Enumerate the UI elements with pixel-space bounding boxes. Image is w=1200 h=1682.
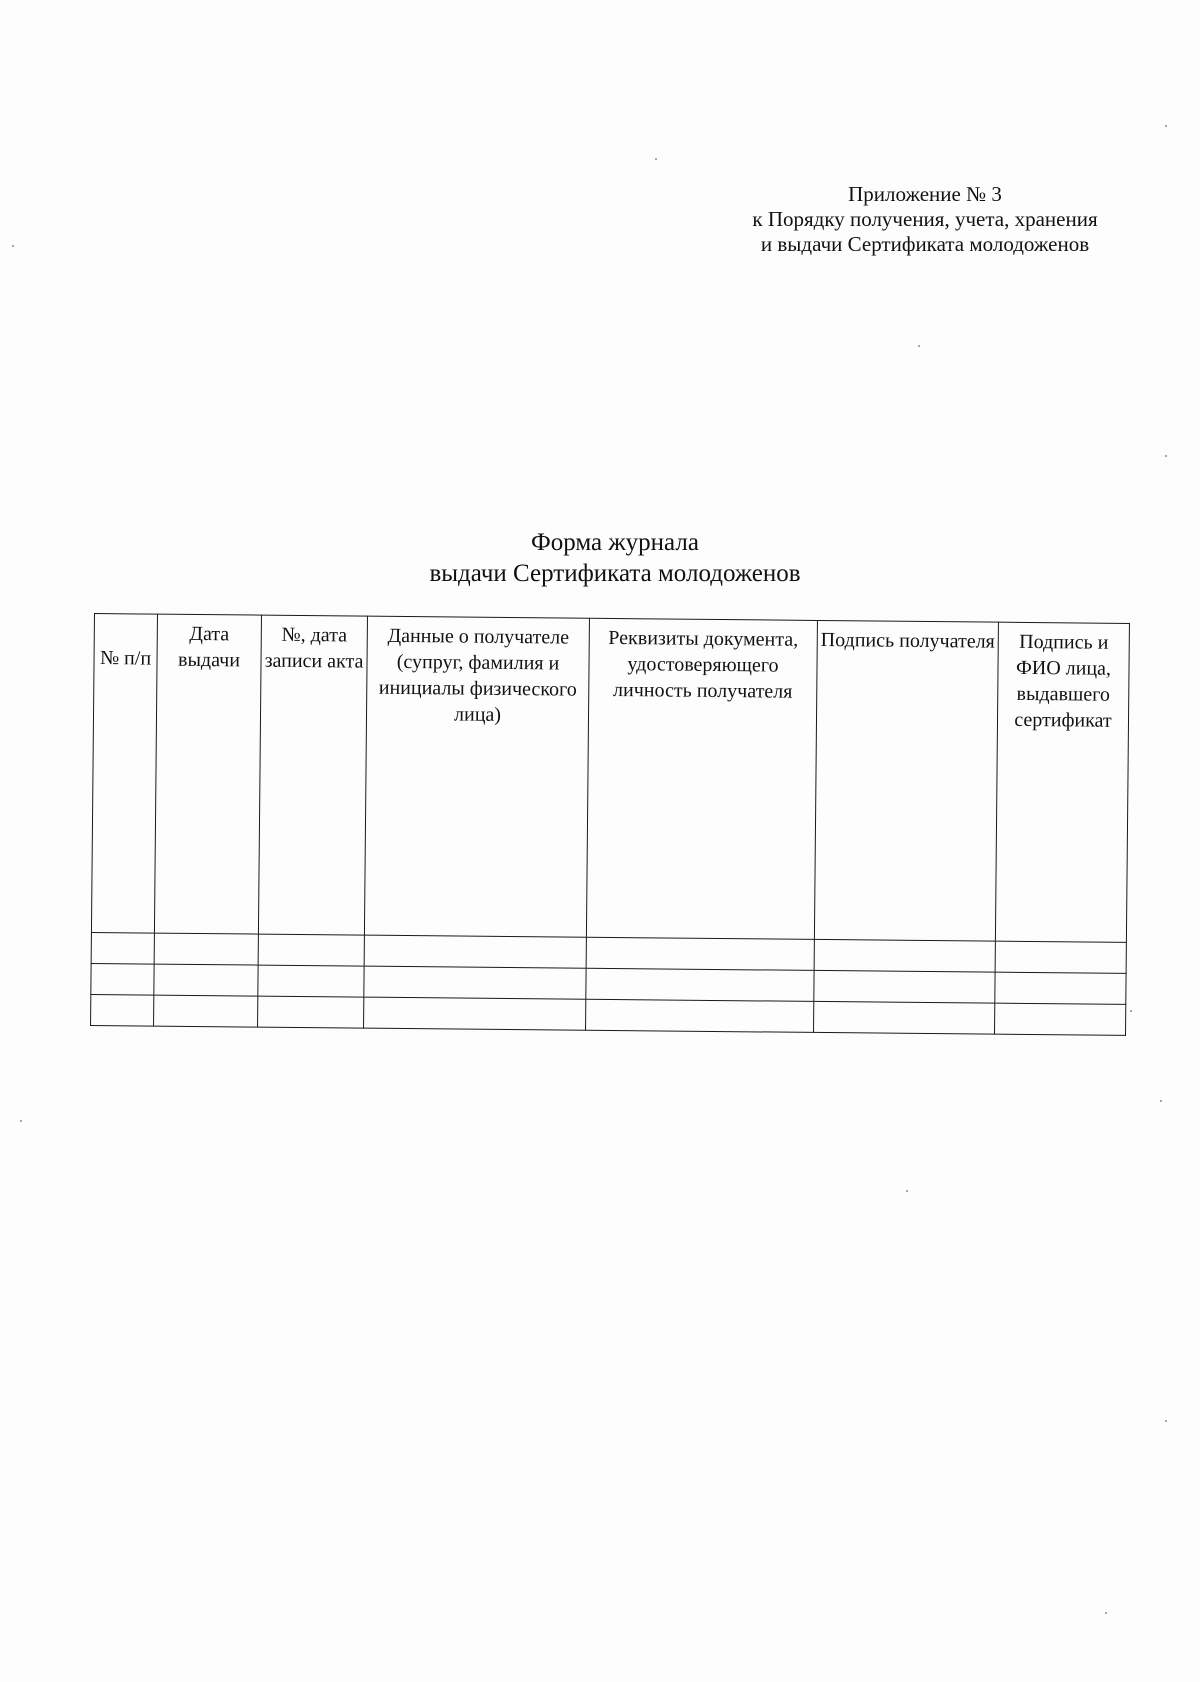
table-cell: [154, 933, 258, 965]
header-recipient-signature: Подпись получателя: [814, 620, 998, 941]
table-cell: [994, 1003, 1125, 1035]
table-cell: [258, 934, 364, 966]
table-cell: [154, 964, 258, 996]
table-cell: [258, 965, 364, 997]
scan-speck: [1130, 1010, 1132, 1012]
header-number: № п/п: [91, 614, 157, 934]
table-header-row: [91, 614, 1129, 943]
scan-speck: [906, 1190, 908, 1192]
table-cell: [258, 996, 364, 1028]
table-cell: [364, 997, 586, 1030]
table-cell: [364, 966, 586, 999]
table-cell: [364, 935, 586, 968]
scan-speck: [1165, 125, 1167, 127]
scan-speck: [20, 1120, 22, 1122]
scan-speck: [1165, 455, 1167, 457]
table-cell: [814, 1001, 995, 1034]
table-cell: [154, 995, 258, 1027]
table-cell: [586, 999, 814, 1032]
header-issuer-signature: Подпись и ФИО лица, выдавшего сертификат: [995, 622, 1129, 942]
annex-line-2: к Порядку получения, учета, хранения: [752, 207, 1098, 231]
table-cell: [586, 937, 814, 970]
table-cell: [995, 941, 1126, 973]
scan-speck: [655, 158, 657, 160]
header-issue-date: Дата выдачи: [154, 614, 261, 934]
table-cell: [814, 939, 995, 972]
form-title-line-1: Форма журнала: [531, 529, 699, 556]
journal-table: [90, 613, 1130, 1036]
form-title-line-2: выдачи Сертификата молодоженов: [429, 560, 801, 587]
annex-line-1: Приложение № 3: [848, 182, 1002, 206]
table-cell: [91, 963, 154, 995]
table-cell: [995, 972, 1126, 1004]
table-cell: [91, 932, 154, 964]
scan-speck: [1165, 1420, 1167, 1422]
form-title: [300, 527, 930, 589]
header-act-record: №, дата записи акта: [258, 615, 367, 935]
table-cell: [586, 968, 814, 1001]
table-body: [91, 932, 1127, 1035]
header-recipient-data: Данные о получателе (супруг, фамилия и инициалы физического лица): [364, 616, 589, 937]
scan-speck: [1105, 1612, 1107, 1614]
header-id-document: Реквизиты документа, удостоверяющего личность получателя: [586, 618, 817, 939]
table-cell: [91, 994, 154, 1026]
scan-speck: [12, 245, 14, 247]
annex-header: [700, 182, 1150, 257]
annex-line-3: и выдачи Сертификата молодоженов: [760, 232, 1090, 256]
table-cell: [814, 970, 995, 1003]
scan-speck: [918, 345, 920, 347]
scan-speck: [1160, 1100, 1162, 1102]
